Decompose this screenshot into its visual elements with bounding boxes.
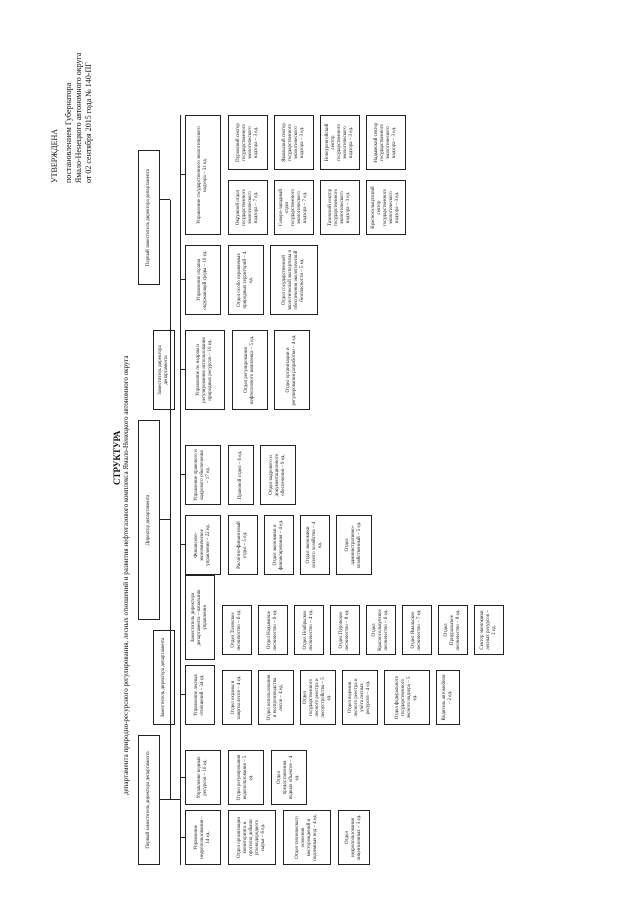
box-o-gos-reestr: Отдел государственного лесного реестра и лесоустройства – 5 ед.: [300, 670, 336, 725]
box-o-yamalsk-nadzor: Ямальский сектор государственного экологического надзора – 3 ед.: [274, 115, 314, 170]
box-o-tazovsk-nadzor: Тазовский сектор государственного экологического надзора – 3 ед.: [320, 180, 360, 235]
connector: [160, 199, 170, 200]
box-u-vodnykh: Управление водных ресурсов – 10 ед.: [185, 750, 221, 805]
box-o-federal-nadzor: Отдел федерального государственного лесного надзора – 5 ед.: [384, 670, 430, 725]
box-o-ekon-lesn: Отдел экономики лесного хозяйства – 4 ед.: [300, 515, 330, 575]
box-o-puro: Отдел Пуровское лесничество – 8 ед.: [330, 605, 360, 655]
box-o-kadr: Отдел кадрового и документационного обеспечения – 9 ед.: [260, 445, 296, 505]
box-o-reestr-lesn: Отдел ведения лесного реестра и учёта лесных ресурсов – 4 ед.: [342, 670, 378, 725]
box-o-novouren: Новоуренгойский сектор государственного экологического надзора – 3 ед.: [320, 115, 360, 170]
box-u-gos-nadzora: Управление государственного экологического надзора – 31 ед.: [185, 115, 221, 235]
connector: [170, 200, 171, 800]
box-zam-nach-lesn: Заместитель директора департамента – начальник управления: [185, 575, 215, 660]
connector: [180, 694, 185, 695]
approval-line-3: Ямало-Ненецкого автономного округа: [74, 52, 83, 183]
box-o-org-regul: Отдел организации и регулирования разработки – 4 ед.: [274, 330, 310, 410]
box-o-org-monitoring: Отдел организации мониторинга и прогноза добычи углеводородного сырья – 6 ед.: [228, 810, 276, 865]
box-o-reg-ndpi: Отдел регулирования нефтегазового комплекса – 5 ед.: [232, 330, 268, 410]
box-director: Директор департамента: [138, 420, 160, 620]
box-o-sektor-lesn: Сектор экономики лесных ресурсов – 2 ед.: [474, 605, 504, 655]
approval-line-2: постановлением Губернатора: [64, 82, 73, 183]
box-o-tekhn-osvoeniya: Отдел технического освоения месторождений и подземных вод – 4 ед.: [283, 810, 331, 865]
box-o-tazovskoe: Отдел Тазовское лесничество – 6 ед.: [222, 605, 252, 655]
box-o-nadymskoe: Отдел Надымское лесничество – 6 ед.: [258, 605, 288, 655]
box-u-okhr-sredy: Управление охраны окружающей среды – 10 ед.: [185, 245, 221, 315]
approval-line-1: УТВЕРЖДЕНА: [50, 128, 59, 183]
box-o-krasn-nadzor: Красноселькупский сектор государственного экологического надзора – 3 ед.: [366, 180, 406, 235]
box-o-gos-ekspert: Отдел государственной экологической экспертизы и обеспечения экологической безопасности – 5 ед.: [270, 245, 318, 315]
page-subtitle: департамента природно-ресурсного регулирования, лесных отношений и развития нефтегазового комплекса Ямало-Ненецкого автономного округа: [122, 355, 130, 795]
connector: [180, 777, 185, 778]
connector: [180, 174, 185, 175]
connector: [180, 544, 185, 545]
box-o-osobo: Отдел особо охраняемых природных территорий – 4 ед.: [228, 245, 264, 315]
box-o-nyab: Отдел Ноябрьское лесничество – 4 ед.: [294, 605, 324, 655]
connector: [180, 837, 185, 838]
connector: [160, 799, 180, 800]
box-o-ispolz-lesov: Отдел использования и воспроизводства лесов – 4 ед.: [258, 670, 294, 725]
box-o-prav: Правовой отдел – 6 ед.: [228, 445, 254, 505]
box-o-rasch-fin: Расчётно-финансовый отдел – 5 ед.: [228, 515, 258, 575]
box-avtobaza: Водитель автомобиля – 2 ед.: [436, 670, 460, 725]
box-o-predostavl-vodn: Отдел предоставления водных объектов – 4 ед.: [271, 750, 307, 805]
connector: [180, 279, 185, 280]
box-o-regul-vodopolz: Отдел регулирования водопользования – 5 ед.: [228, 750, 264, 805]
connector: [180, 474, 185, 475]
box-o-okruzh: Окружной отдел государственного экологического надзора – 7 ед.: [228, 180, 268, 235]
approval-line-4: от 02 сентября 2015 года № 140-ПГ: [84, 62, 93, 183]
box-first-deputy-left: Первый заместитель директора департамента: [138, 735, 160, 865]
box-o-admin-khoz: Отдел административно-хозяйственный – 5 ед.: [336, 515, 372, 575]
box-first-deputy-right: Первый заместитель директора департамента: [138, 150, 160, 285]
box-deputy-middle: Заместитель директора департамента: [153, 330, 175, 410]
box-u-lesnykh: Управление лесных отношений – 34 ед.: [185, 665, 215, 725]
connector: [160, 519, 170, 520]
box-o-nadym-nadzor: Надымский сектор государственного экологического надзора – 3 ед.: [366, 115, 406, 170]
box-u-fin: Финансово-экономическое управление – 22 ед.: [185, 515, 221, 575]
box-u-nedropolz: Управление недропользования – 14 ед.: [185, 810, 221, 865]
box-o-purovsk-nadzor: Пуровский сектор государственного экологического надзора – 3 ед.: [228, 115, 268, 170]
box-u-prav: Управление правового и кадрового обеспечения – 17 ед.: [185, 445, 221, 505]
box-deputy-left: Заместитель директора департамента: [153, 630, 175, 725]
connector: [180, 115, 181, 865]
box-o-yamal: Отдел Ямальское лесничество – 7 ед.: [402, 605, 432, 655]
connector: [180, 369, 185, 370]
page-title: СТРУКТУРА: [112, 430, 122, 485]
box-o-okhrany-lesov: Отдел охраны и защиты лесов – 4 ед.: [222, 670, 252, 725]
box-o-priural: Отдел Приуральское лесничество – 8 ед.: [438, 605, 468, 655]
box-o-ekon-fin: Отдел экономики и финансирования – 4 ед.: [264, 515, 294, 575]
box-o-severo: Северо-западный отдел государственного экологического надзора – 7 ед.: [274, 180, 314, 235]
box-o-krasnosel: Отдел Красноселькупское лесничество – 6 ед.: [366, 605, 396, 655]
box-u-razvitiya: Управление по недрам и регулированию использования природных ресурсов – 10 ед.: [185, 330, 225, 410]
box-o-nedropolz-lic: Отдел недропользования лицензионных – 3 ед.: [338, 810, 370, 865]
